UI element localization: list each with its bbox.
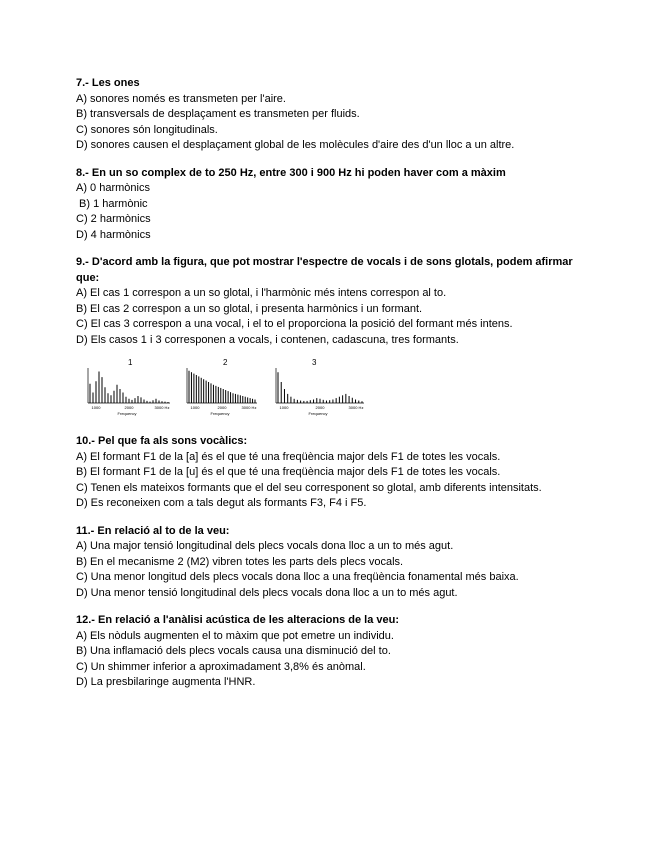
- x-axis-label: Frequency: [117, 411, 137, 416]
- option-d: D) Una menor tensió longitudinal dels plecs vocals dona lloc a un to més agut.: [76, 586, 458, 599]
- panel-number: 1: [128, 358, 133, 367]
- spectrum-panel-1: [80, 358, 172, 418]
- spectrum-panel-2: [179, 358, 259, 418]
- option-c: C) 2 harmònics: [76, 213, 151, 225]
- exam-page: [76, 76, 576, 703]
- option-a: A) El formant F1 de la [a] és el que té una freqüència major dels F1 de totes les vocals.: [76, 450, 501, 463]
- option-c: C) sonores són longitudinals.: [76, 123, 218, 136]
- tick-label: 1000: [91, 405, 101, 410]
- option-d: D) La presbilaringe augmenta l'HNR.: [76, 676, 256, 688]
- option-a: A) 0 harmònics: [76, 182, 150, 194]
- option-b: B) El formant F1 de la [u] és el que té una freqüència major dels F1 de totes les vocals.: [76, 466, 501, 478]
- option-d: D) 4 harmònics: [76, 228, 151, 241]
- spectra-figure: [76, 358, 376, 420]
- question-title: 7.- Les ones: [76, 77, 140, 89]
- option-a: A) Una major tensió longitudinal dels plecs vocals dona lloc a un to més agut.: [76, 540, 454, 552]
- question-title: 8.- En un so complex de to 250 Hz, entre 300 i 900 Hz hi poden haver com a màxim: [76, 166, 506, 179]
- option-b: B) transversals de desplaçament es transmeten per fluids.: [76, 108, 360, 120]
- option-a: A) sonores només es transmeten per l'aire.: [76, 92, 286, 105]
- question-12: [76, 613, 576, 691]
- tick-label: 1000: [279, 405, 289, 410]
- x-axis-label: Frequency: [210, 411, 230, 416]
- question-title: 12.- En relació a l'anàlisi acústica de les alteracions de la veu:: [76, 614, 399, 626]
- question-title: 11.- En relació al to de la veu:: [76, 524, 230, 537]
- option-c: C) Tenen els mateixos formants que el del seu corresponent so glotal, amb diferents intensitats.: [76, 481, 542, 494]
- question-11: [76, 524, 576, 602]
- option-b: B) 1 harmònic: [76, 197, 148, 210]
- option-d: D) Es reconeixen com a tals degut als formants F3, F4 i F5.: [76, 497, 367, 509]
- question-8: [76, 166, 576, 244]
- tick-label: 2000: [315, 405, 325, 410]
- tick-label: 1000: [190, 405, 200, 410]
- spectrum-plot: [80, 358, 172, 418]
- question-7: [76, 76, 576, 154]
- tick-label: 3000 Hz: [348, 405, 364, 410]
- x-axis-label: Frequency: [308, 411, 328, 416]
- option-c: C) El cas 3 correspon a una vocal, i el to el proporciona la posició del formant més intens.: [76, 318, 513, 330]
- panel-number: 3: [312, 358, 317, 367]
- tick-label: 3000 Hz: [241, 405, 257, 410]
- spectrum-plot: [268, 358, 366, 418]
- question-9: [76, 255, 576, 348]
- option-b: B) El cas 2 correspon a un so glotal, i presenta harmònics i un formant.: [76, 302, 423, 315]
- question-title: 10.- Pel que fa als sons vocàlics:: [76, 435, 248, 447]
- option-a: A) Els nòduls augmenten el to màxim que pot emetre un individu.: [76, 629, 394, 642]
- option-d: D) Els casos 1 i 3 corresponen a vocals, i contenen, cadascuna, tres formants.: [76, 333, 459, 346]
- question-10: [76, 434, 576, 512]
- option-d: D) sonores causen el desplaçament global de les molècules d'aire des d'un lloc a un altre.: [76, 139, 515, 151]
- tick-label: 3000 Hz: [154, 405, 170, 410]
- option-c: C) Un shimmer inferior a aproximadament 3,8% és anòmal.: [76, 660, 366, 673]
- option-b: B) Una inflamació dels plecs vocals causa una disminució del to.: [76, 645, 391, 657]
- tick-label: 2000: [217, 405, 227, 410]
- spectrum-panel-3: [268, 358, 366, 418]
- question-title: 9.- D'acord amb la figura, que pot mostrar l'espectre de vocals i de sons glotals, podem afirmar que:: [76, 256, 573, 284]
- tick-label: 2000: [124, 405, 134, 410]
- panel-number: 2: [223, 358, 228, 367]
- spectrum-plot: [179, 358, 259, 418]
- option-b: B) En el mecanisme 2 (M2) vibren totes les parts dels plecs vocals.: [76, 555, 404, 568]
- option-a: A) El cas 1 correspon a un so glotal, i l'harmònic més intens correspon al to.: [76, 287, 447, 299]
- option-c: C) Una menor longitud dels plecs vocals dona lloc a una freqüència fonamental més baixa.: [76, 571, 519, 583]
